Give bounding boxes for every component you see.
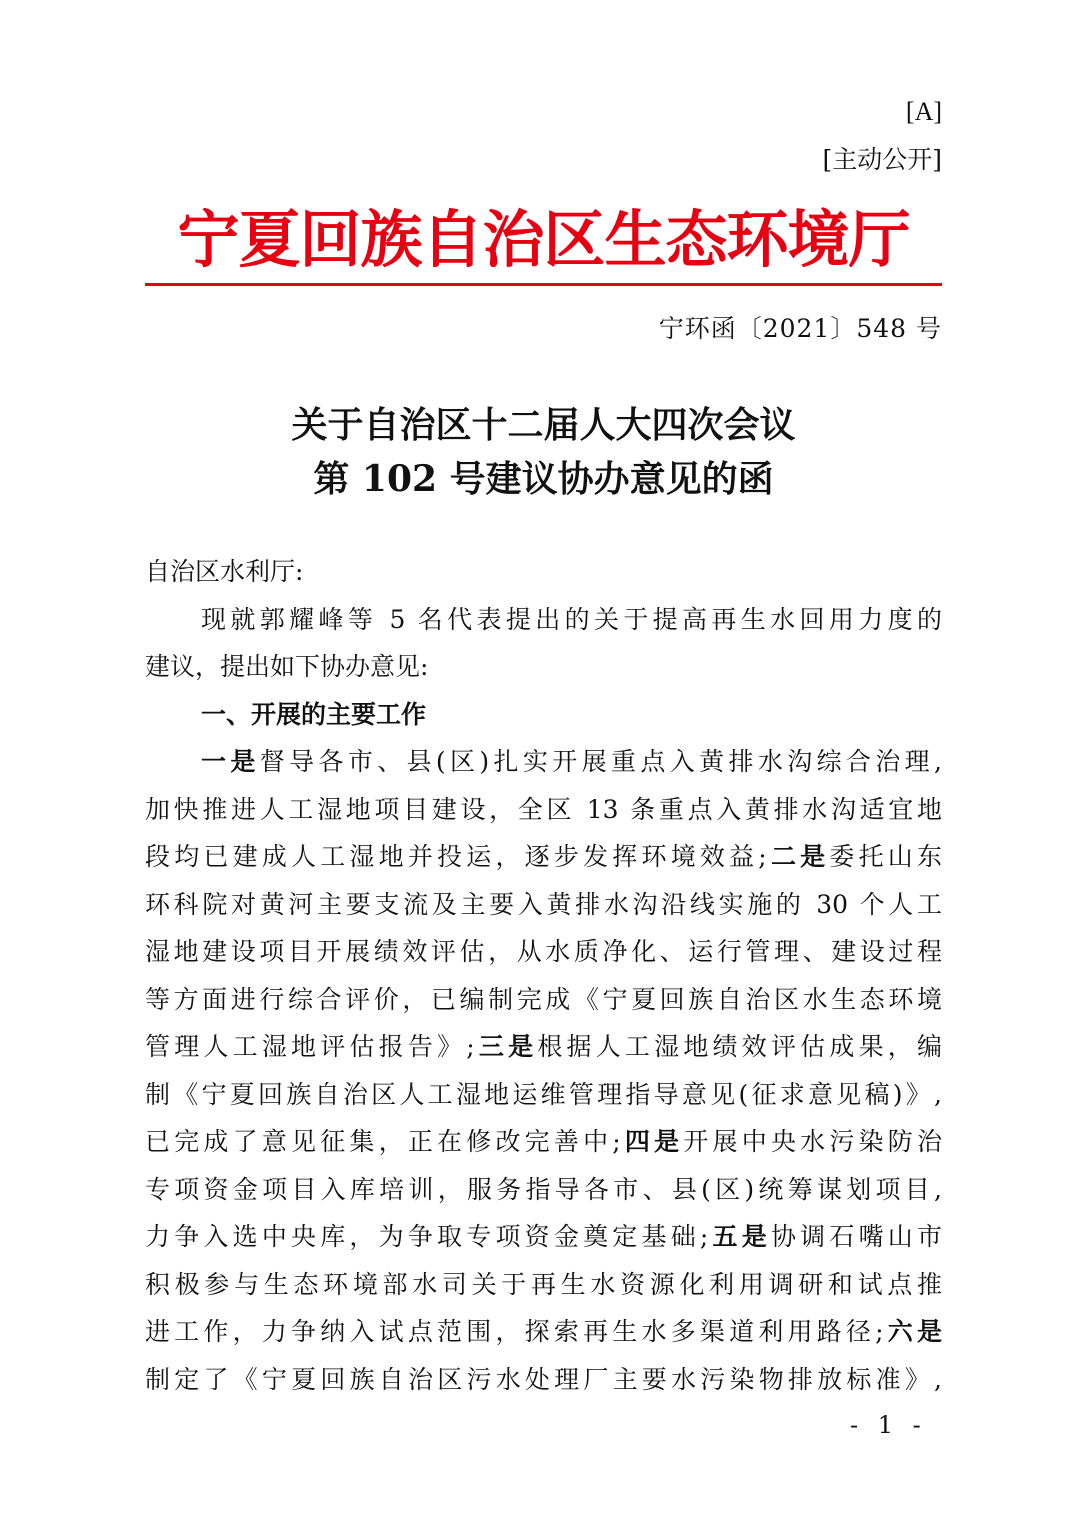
level-label: [A] bbox=[905, 97, 942, 126]
section-heading: 一、开展的主要工作 bbox=[201, 699, 427, 729]
paragraph-line: 等方面进行综合评价，已编制完成《宁夏回族自治区水生态环境 bbox=[145, 984, 942, 1014]
page-number: - 1 - bbox=[850, 1411, 927, 1439]
intro-line-2: 建议，提出如下协办意见: bbox=[145, 652, 429, 681]
title-line-2: 第 102 号建议协办意见的函 bbox=[313, 458, 774, 500]
item-marker: 二是 bbox=[766, 842, 830, 871]
paragraph-line: 管理人工湿地评估报告》;三是根据人工湿地绩效评估成果，编 bbox=[145, 1032, 942, 1061]
document-body bbox=[145, 548, 942, 1403]
paragraph-line: 进工作，力争纳入试点范围，探索再生水多渠道利用路径;六是 bbox=[145, 1317, 942, 1346]
header-red-rule bbox=[145, 283, 942, 286]
intro-line-1: 现就郭耀峰等 5 名代表提出的关于提高再生水回用力度的 bbox=[201, 604, 942, 634]
paragraph-line: 积极参与生态环境部水司关于再生水资源化利用调研和试点推 bbox=[145, 1269, 942, 1299]
title-line-1: 关于自治区十二届人大四次会议 bbox=[291, 404, 796, 446]
document-title bbox=[145, 398, 942, 506]
item-marker: 五是 bbox=[708, 1222, 771, 1251]
paragraph-line: 加快推进人工湿地项目建设，全区 13 条重点入黄排水沟适宜地 bbox=[145, 794, 942, 824]
paragraph-line: 一是督导各市、县(区)扎实开展重点入黄排水沟综合治理, bbox=[201, 747, 942, 776]
paragraph-line: 湿地建设项目开展绩效评估，从水质净化、运行管理、建设过程 bbox=[145, 937, 942, 966]
paragraph-line: 力争入选中央库，为争取专项资金奠定基础;五是协调石嘴山市 bbox=[145, 1222, 942, 1251]
paragraph-line: 制定了《宁夏回族自治区污水处理厂主要水污染物排放标准》, bbox=[145, 1364, 942, 1394]
document-number: 宁环函〔2021〕548 号 bbox=[658, 314, 942, 343]
paragraph-line: 段均已建成人工湿地并投运，逐步发挥环境效益;二是委托山东 bbox=[145, 842, 942, 871]
item-marker: 一是 bbox=[201, 747, 260, 776]
item-marker: 六是 bbox=[883, 1317, 942, 1346]
publicity-label: [主动公开] bbox=[822, 145, 942, 174]
paragraph-line: 专项资金项目入库培训，服务指导各市、县(区)统筹谋划项目, bbox=[145, 1174, 942, 1204]
paragraph-line: 环科院对黄河主要支流及主要入黄排水沟沿线实施的 30 个人工 bbox=[145, 889, 942, 919]
paragraph-line: 制《宁夏回族自治区人工湿地运维管理指导意见(征求意见稿)》, bbox=[145, 1079, 942, 1109]
item-marker: 三是 bbox=[474, 1032, 538, 1061]
salutation: 自治区水利厅: bbox=[145, 557, 304, 586]
item-marker: 四是 bbox=[620, 1127, 684, 1156]
paragraph-line: 已完成了意见征集，正在修改完善中;四是开展中央水污染防治 bbox=[145, 1127, 942, 1156]
issuing-authority-header: 宁夏回族自治区生态环境厅 bbox=[177, 203, 910, 276]
